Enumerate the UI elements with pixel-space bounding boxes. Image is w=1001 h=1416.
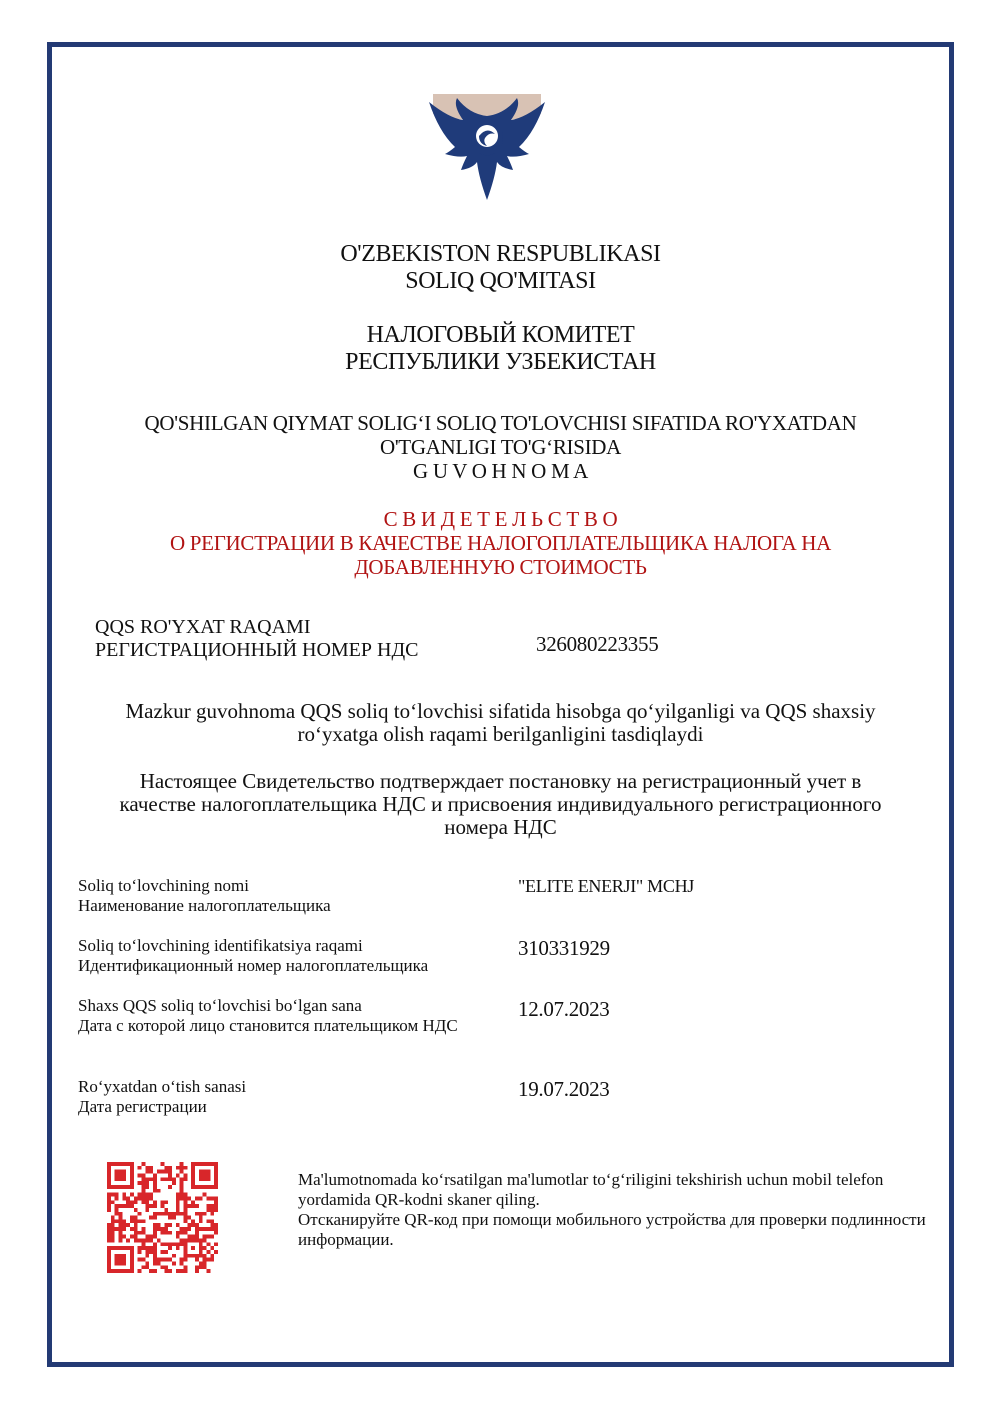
detail-label-ru: Дата с которой лицо становится плательщиком НДС [78, 1016, 458, 1035]
detail-label-vat-start-date [78, 996, 498, 1036]
detail-label-ru: Дата регистрации [78, 1097, 207, 1116]
org-name-ru-line1: НАЛОГОВЫЙ КОМИТЕТ [366, 322, 635, 348]
detail-value-taxpayer-id: 310331929 [518, 936, 610, 960]
detail-label-taxpayer-name [78, 876, 508, 916]
detail-label-ru: Идентификационный номер налогоплательщика [78, 956, 429, 975]
statement-ru-line1: Настоящее Свидетельство подтверждает постановку на регистрационный учет в [139, 769, 862, 793]
statement-uz-line2: ro‘yxatga olish raqami berilganligini tasdiqlaydi [297, 722, 704, 746]
title-ru-line3: ДОБАВЛЕННУЮ СТОИМОСТЬ [354, 555, 647, 579]
title-uz-line2: O'TGANLIGI TO'G‘RISIDA [379, 435, 622, 459]
title-uz-line1: QO'SHILGAN QIYMAT SOLIG‘I SOLIQ TO'LOVCHISI SIFATIDA RO'YXATDAN [144, 411, 857, 435]
eagle-emblem-icon [425, 92, 549, 202]
detail-label-ru: Наименование налогоплательщика [78, 896, 331, 915]
title-ru-svidetelstvo: С В И Д Е Т Е Л Ь С Т В О [383, 507, 618, 531]
detail-value-registration-date: 19.07.2023 [518, 1077, 610, 1101]
registration-label-uz: QQS RO'YXAT RAQAMI [95, 616, 311, 638]
verification-note-ru: Отсканируйте QR-код при помощи мобильного устройства для проверки подлинности информации. [298, 1210, 926, 1249]
org-name-ru-line2: РЕСПУБЛИКИ УЗБЕКИСТАН [345, 349, 656, 375]
org-name-uz-line1: O'ZBEKISTON RESPUBLIKASI [340, 241, 661, 267]
detail-label-uz: Soliq to‘lovchining identifikatsiya raqami [78, 936, 363, 955]
detail-value-taxpayer-name: "ELITE ENERJI" MCHJ [518, 876, 694, 896]
registration-number: 326080223355 [536, 632, 659, 656]
title-ru-line2: О РЕГИСТРАЦИИ В КАЧЕСТВЕ НАЛОГОПЛАТЕЛЬЩИКА НАЛОГА НА [169, 531, 832, 555]
detail-value-vat-start-date: 12.07.2023 [518, 997, 610, 1021]
statement-ru-line2: качестве налогоплательщика НДС и присвоения индивидуального регистрационного [119, 792, 882, 816]
detail-label-taxpayer-id [78, 936, 508, 976]
title-uz-guvohnoma: G U V O H N O M A [413, 459, 588, 483]
verification-note-uz: Ma'lumotnomada ko‘rsatilgan ma'lumotlar to‘g‘riligini tekshirish uchun mobil telefon yordamida QR-kodni skaner qiling. [298, 1170, 884, 1209]
statement-ru-line3: номера НДС [444, 815, 557, 839]
verification-note [298, 1170, 938, 1250]
qr-code-icon[interactable] [107, 1162, 218, 1273]
statement-uz-line1: Mazkur guvohnoma QQS soliq to‘lovchisi sifatida hisobga qo‘yilganligi va QQS shaxsiy [125, 699, 876, 723]
org-name-uz-line2: SOLIQ QO'MITASI [405, 268, 596, 294]
detail-label-uz: Ro‘yxatdan o‘tish sanasi [78, 1077, 247, 1096]
detail-label-uz: Soliq to‘lovchining nomi [78, 876, 249, 895]
detail-label-registration-date [78, 1077, 508, 1117]
detail-label-uz: Shaxs QQS soliq to‘lovchisi bo‘lgan sana [78, 996, 362, 1015]
registration-label-ru: РЕГИСТРАЦИОННЫЙ НОМЕР НДС [95, 639, 419, 661]
